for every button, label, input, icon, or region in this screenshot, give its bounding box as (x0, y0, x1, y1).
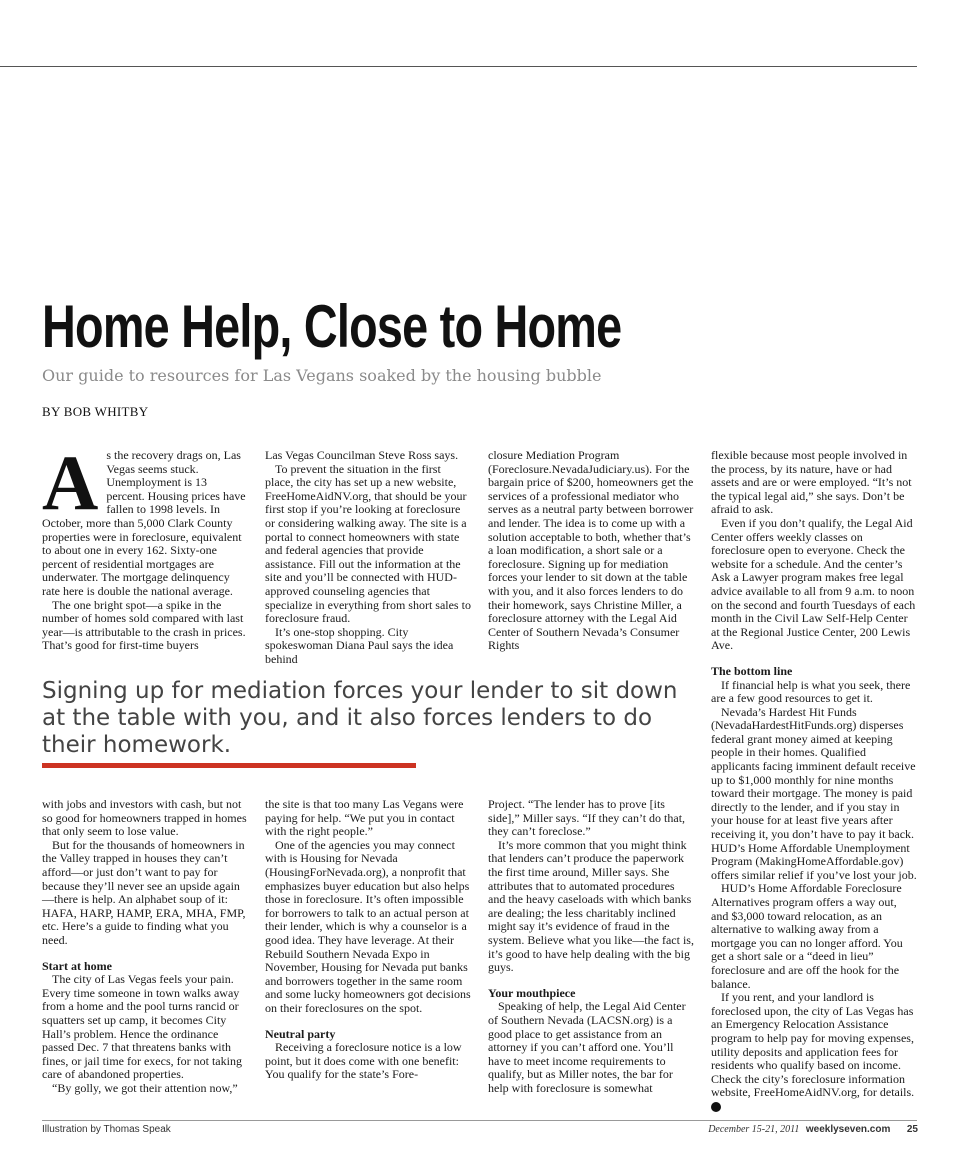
paragraph: s the recovery drags on, Las Vegas seems stuck. Unemployment is 13 percent. Housing prices have fallen to 1998 levels. In October, more than 5,000 Clark County properties were in foreclosure, equivalent to about one in every 162. Sixty-one percent of residential mortgages are underwater. The mortgage delinquency rate here is double the national average. (42, 448, 246, 598)
lower-column-3 (488, 798, 694, 1100)
paragraph: Receiving a foreclosure notice is a low point, but it does come with one benefit: You qualify for the state’s Fore- (265, 1040, 462, 1082)
paragraph: It’s one-stop shopping. City spokeswoman Diana Paul says the idea behind (265, 624, 454, 666)
paragraph: Even if you don’t qualify, the Legal Aid Center offers weekly classes on foreclosure open to everyone. Check the website for a schedule. And the center’s Ask a Lawyer program makes free legal advice available to all from 9 a.m. to noon on the second and fourth Tuesdays of each month in the Civil Law Self-Help Center at the Regional Justice Center, 200 Lewis Ave. (711, 515, 916, 653)
paragraph (711, 991, 917, 1113)
upper-column-2 (265, 448, 471, 666)
dek: Our guide to resources for Las Vegans soaked by the housing bubble (42, 366, 602, 385)
paragraph: It’s more common that you might think that lenders can’t produce the paperwork the first time around, Miller says. She attributes that to automated procedures and the heavy caseloads with which banks are dealing; the less charitably inclined might say it’s evidence of fraud in the system. Believe what you like—the fact is, it’s good to have help dealing with the big guys. (488, 837, 694, 975)
footer-rule (42, 1120, 917, 1121)
paragraph: If financial help is what you seek, there are a few good resources to get it. (711, 677, 911, 706)
dropcap: A (42, 439, 99, 526)
folio (708, 1124, 918, 1135)
illustration-credit: Illustration by Thomas Speak (42, 1124, 171, 1135)
end-mark-icon: 7 (711, 1102, 721, 1112)
website-link[interactable]: weeklyseven.com (805, 1124, 891, 1135)
top-rule (0, 66, 917, 67)
upper-column-3 (488, 449, 694, 655)
issue-date: December 15-21, 2011 (708, 1124, 800, 1135)
paragraph: Speaking of help, the Legal Aid Center of Southern Nevada (LACSN.org) is a good place to get assistance from an attorney if you can’t afford one. You’ll have to meet income requirements to qualify, but as Miller notes, the bar for help with foreclosure is somewhat (488, 999, 686, 1095)
subhead-neutral-party: Neutral party (265, 1026, 336, 1041)
pull-quote: Signing up for mediation forces your lender to sit down at the table with you, and it also forces lenders to do their homework. (42, 678, 678, 758)
pull-quote-accent-bar (42, 763, 416, 768)
paragraph: Las Vegas Councilman Steve Ross says. (265, 448, 459, 462)
subhead-your-mouthpiece: Your mouthpiece (488, 985, 576, 1000)
paragraph: “By golly, we got their attention now,” (52, 1080, 238, 1095)
paragraph: closure Mediation Program (Foreclosure.NevadaJudiciary.us). For the bargain price of $200, homeowners get the services of a professional mediator who serves as a neutral party between borrower and lender. The idea is to come up with a solution acceptable to both, whether that’s a loan modification, a short sale or a foreclosure. Signing up for mediation forces your lender to sit down at the table with you, and it also forces lenders to do their homework, says Christine Miller, a foreclosure attorney with the Legal Aid Center of Southern Nevada’s Consumer Rights (488, 448, 694, 653)
headline: Home Help, Close to Home (42, 293, 622, 360)
lower-column-2 (265, 798, 471, 1100)
paragraph: HUD’s Home Affordable Foreclosure Alternatives program offers a way out, and $3,000 toward relocation, as an alternative to walking away from a mortgage you can no longer afford. You get a short sale or a “deed in lieu” foreclosure and are off the hook for the balance. (711, 881, 903, 991)
paragraph: But for the thousands of homeowners in the Valley trapped in houses they can’t afford—or just don’t want to pay for because they’ll never see an upside again—there is help. An alphabet soup of it: HAFA, HARP, HAMP, ERA, MHA, FMP, etc. Here’s a guide to finding what you need. (42, 837, 246, 947)
paragraph: To prevent the situation in the first place, the city has set up a new website, FreeHomeAidNV.org, that should be your first stop if you’re looking at foreclosure or considering walking away. The site is a portal to connect homeowners with state and federal agencies that provide assistance. Fill out the information at the site and you’ll be connected with HUD-approved counseling agencies that specialize in everything from short sales to foreclosure fraud. (265, 461, 471, 626)
paragraph: Nevada’s Hardest Hit Funds (NevadaHardestHitFunds.org) disperses federal grant money aimed at keeping people in their homes. Qualified applicants facing imminent default receive up to $1,000 monthly for nine months toward their mortgage. The money is paid directly to the lender, and if you stay in your house for at least five years after receiving it, you don’t have to pay it back. HUD’s Home Affordable Unemployment Program (MakingHomeAffordable.gov) offers similar relief if you’ve lost your job. (711, 704, 917, 882)
subhead-bottom-line: The bottom line (711, 663, 793, 678)
paragraph: flexible because most people involved in the process, by its nature, have or had assets and are or were employed. “It’s not the typical legal aid,” she says. Don’t be afraid to ask. (711, 448, 912, 517)
paragraph: The city of Las Vegas feels your pain. Every time someone in town walks away from a home and the pool turns rancid or squatters set up camp, it becomes City Hall’s problem. Hence the ordinance passed Dec. 7 that threatens banks with fines, or jail time for execs, for not taking care of abandoned properties. (42, 972, 242, 1082)
paragraph: One of the agencies you may connect with is Housing for Nevada (HousingForNevada.org), a nonprofit that emphasizes buyer education but also helps those in foreclosure. It’s often impossible for borrowers to talk to an actual person at their lender, which is why a counselor is a good idea. They have leverage. At their Rebuild Southern Nevada Expo in November, Housing for Nevada put banks and borrowers together in the same room and some lucky homeowners got decisions on their foreclosures on the spot. (265, 837, 471, 1015)
paragraph: Project. “The lender has to prove [its side],” Miller says. “If they can’t do that, they can’t foreclose.” (488, 797, 686, 839)
paragraph: the site is that too many Las Vegans were paying for help. “We put you in contact with the right people.” (265, 797, 464, 839)
paragraph: with jobs and investors with cash, but not so good for homeowners trapped in homes that only seem to lose value. (42, 797, 247, 839)
byline: BY BOB WHITBY (42, 404, 149, 419)
subhead-start-at-home: Start at home (42, 958, 112, 973)
lower-column-1 (42, 798, 248, 1100)
page-number: 25 (906, 1124, 918, 1135)
right-column (711, 448, 917, 1112)
upper-column-1 (42, 439, 248, 655)
paragraph: The one bright spot—a spike in the number of homes sold compared with last year—is attributable to the crash in prices. That’s good for first-time buyers (42, 597, 246, 653)
paragraph-text: If you rent, and your landlord is foreclosed upon, the city of Las Vegas has an Emergency Relocation Assistance program to help pay for moving expenses, utility deposits and application fees for residents who qualify based on income. Check the city’s foreclosure information website, FreeHomeAidNV.org, for details. (711, 990, 915, 1100)
